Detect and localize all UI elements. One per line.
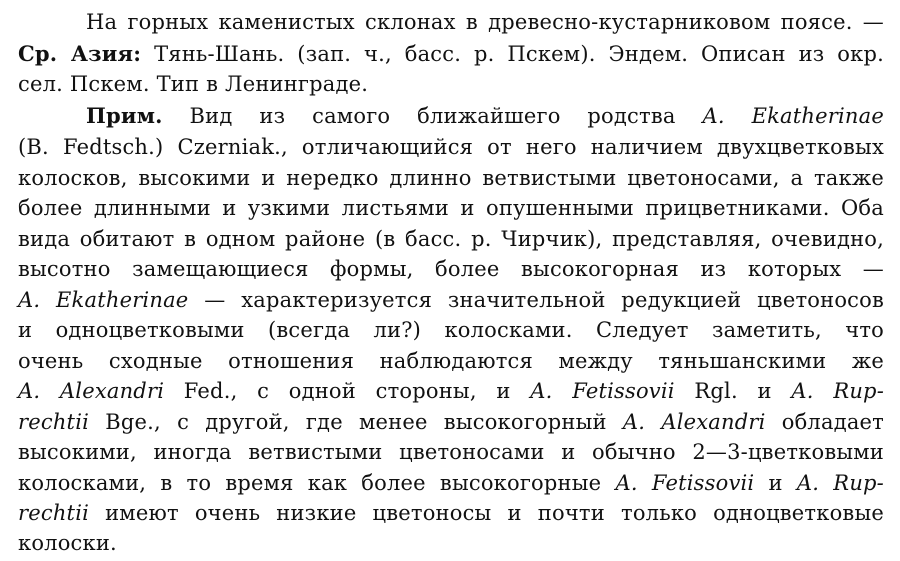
species-name: A. Rup-: [791, 379, 884, 403]
note-text: колоски.: [18, 531, 117, 555]
text-line: [18, 438, 884, 466]
text-line: [18, 408, 884, 436]
distribution-text: Тянь-Шань. (зап. ч., басс. р. Пскем). Эндем. Описан из окр.: [154, 42, 884, 66]
text-line: [18, 255, 884, 283]
text-line: [18, 377, 884, 405]
note-text: вида обитают в одном районе (в басс. р. Чирчик), представляя, очевидно,: [18, 227, 884, 251]
note-text: Fed., с одной стороны, и: [183, 379, 511, 403]
habitat-text: На горных каменистых склонах в древесно-кустарниковом поясе. —: [86, 10, 884, 34]
species-name: A. Ekatherinae: [18, 288, 189, 312]
text-line: [18, 133, 884, 161]
text-line: [18, 194, 884, 222]
note-text: колосков, высокими и нередко длинно ветвистыми цветоносами, а также: [18, 166, 884, 190]
text-line: [18, 316, 884, 344]
species-name: rechtii: [18, 501, 90, 525]
species-name: A. Alexandri: [18, 379, 165, 403]
text-line: [18, 529, 884, 557]
text-line: [18, 70, 884, 98]
note-text: и одноцветковыми (всегда ли?) колосками. Следует заметить, что: [18, 318, 884, 342]
species-name: A. Ekatherinae: [702, 104, 884, 128]
distribution-label: Ср. Азия:: [18, 41, 142, 66]
species-name: A. Fetissovii: [530, 379, 675, 403]
species-name: A. Rup-: [796, 471, 884, 495]
note-text: колосками, в то время как более высокогорные: [18, 471, 602, 495]
note-text: имеют очень низкие цветоносы и почти только одноцветковые: [105, 501, 884, 525]
note-text: Вид из самого ближайшего родства: [189, 104, 676, 128]
species-name: A. Alexandri: [622, 410, 766, 434]
text-line: [86, 8, 884, 36]
note-text: более длинными и узкими листьями и опушенными прицветниками. Оба: [18, 196, 884, 220]
text-line: [18, 286, 884, 314]
note-text: Rgl. и: [694, 379, 772, 403]
species-name: A. Fetissovii: [615, 471, 755, 495]
note-text: очень сходные отношения наблюдаются между тяньшанскими же: [18, 349, 884, 373]
note-text: — характеризуется значительной редукцией цветоносов: [204, 288, 884, 312]
text-line: [18, 164, 884, 192]
note-text: высокими, иногда ветвистыми цветоносами и обычно 2—3-цветковыми: [18, 440, 884, 464]
note-label: Прим.: [86, 103, 163, 128]
text-line: [18, 469, 884, 497]
text-line: [18, 499, 884, 527]
type-text: сел. Пскем. Тип в Ленинграде.: [18, 72, 369, 96]
text-line: [86, 102, 884, 130]
text-line: [18, 40, 884, 68]
text-line: [18, 347, 884, 375]
note-text: Bge., с другой, где менее высокогорный: [105, 410, 607, 434]
note-text: и: [768, 471, 783, 495]
note-text: обладает: [781, 410, 884, 434]
text-line: [18, 225, 884, 253]
species-name: rechtii: [18, 410, 90, 434]
note-text: (B. Fedtsch.) Czerniak., отличающийся от него наличием двухцветковых: [18, 135, 884, 159]
note-text: высотно замещающиеся формы, более высокогорная из которых —: [18, 257, 884, 281]
